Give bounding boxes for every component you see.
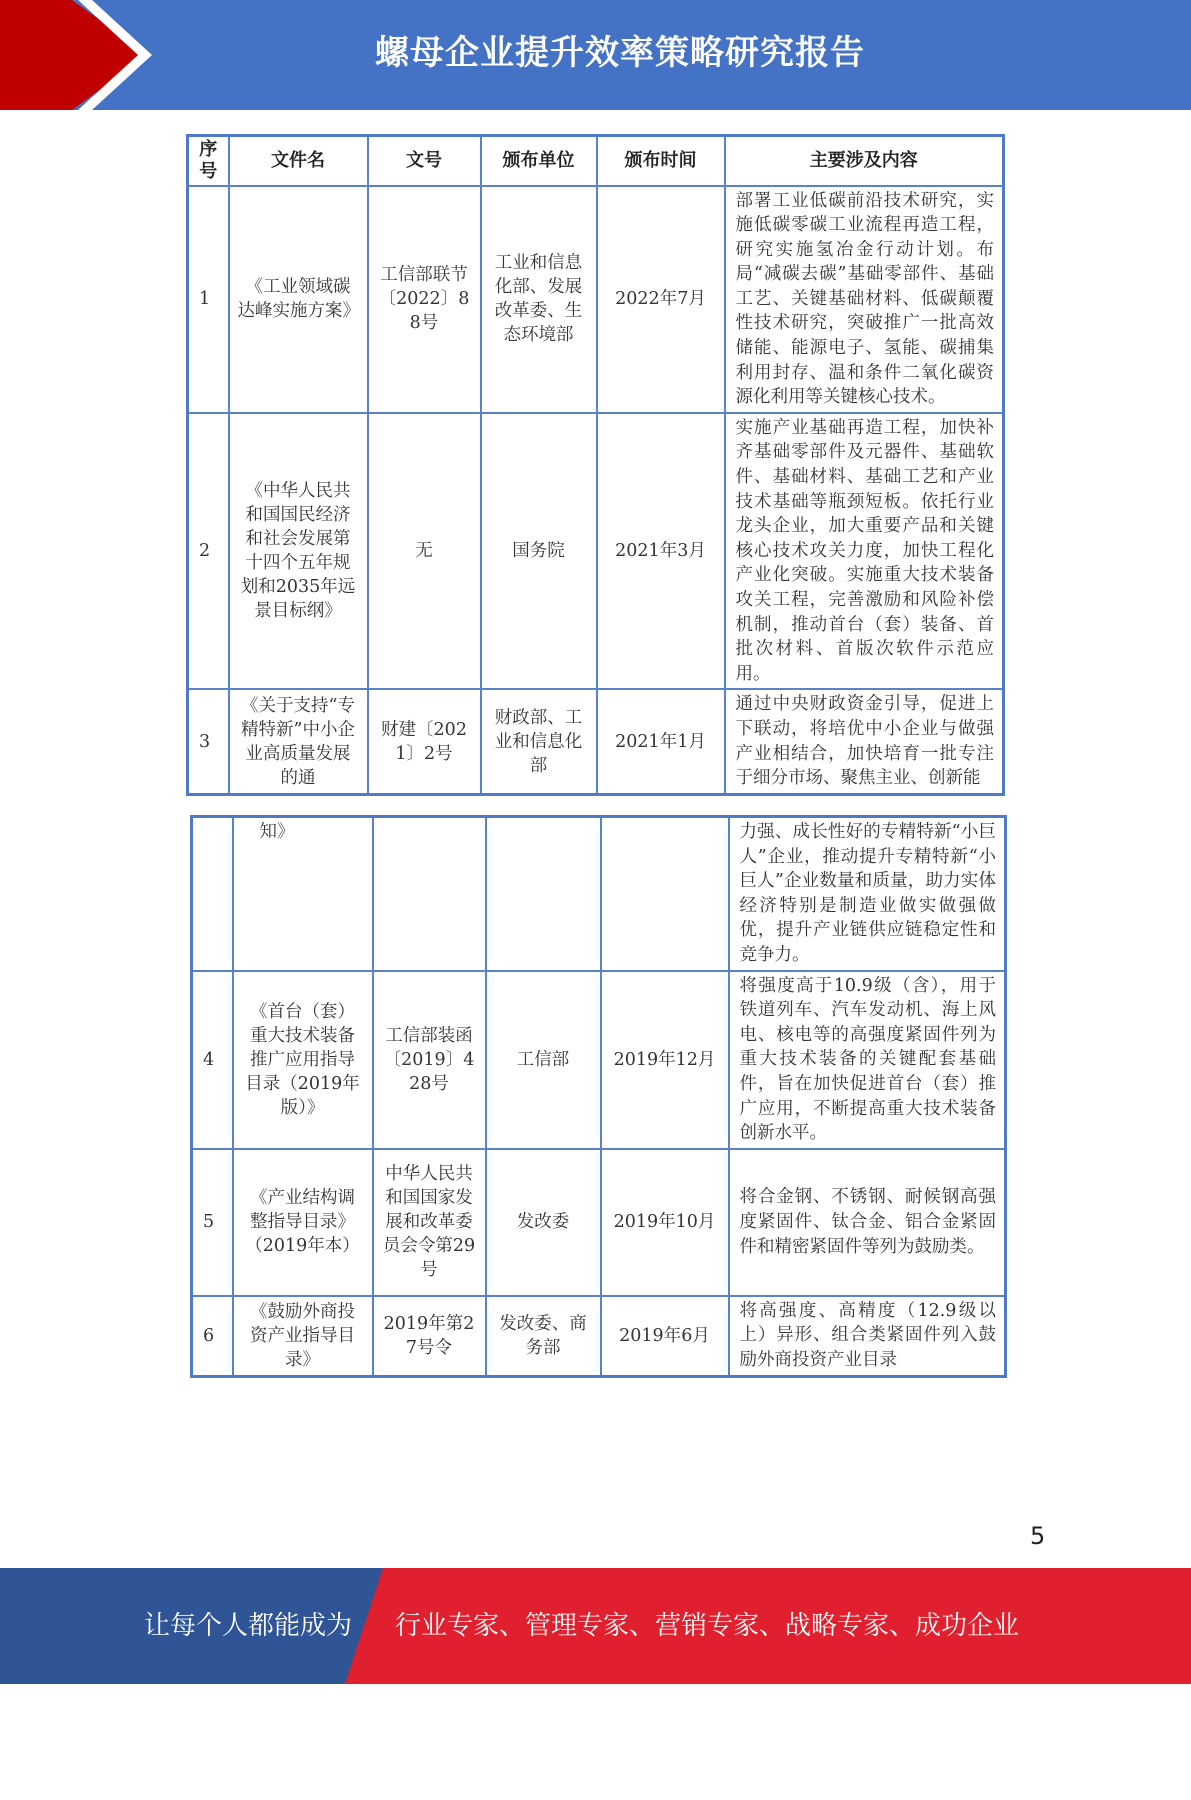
row-no: 3	[188, 689, 229, 794]
row-content: 通过中央财政资金引导，促进上下联动，将培优中小企业与做强产业相结合，加快培育一批专注于细分市场、聚焦主业、创新能	[725, 689, 1004, 794]
row-doc-no: 工信部联节〔2022〕88号	[368, 186, 481, 413]
row-no: 1	[188, 186, 229, 413]
header-cell-content: 主要涉及内容	[725, 136, 1004, 186]
policy-table-part-1	[186, 134, 1005, 796]
row-date-empty	[601, 817, 729, 971]
row-no: 2	[188, 413, 229, 690]
row-no: 4	[192, 971, 233, 1149]
row-doc-no: 工信部装函〔2019〕428号	[373, 971, 486, 1149]
row-no: 6	[192, 1296, 233, 1376]
row-name: 《关于支持“专精特新”中小企业高质量发展的通	[229, 689, 368, 794]
footer-slogan-left: 让每个人都能成为	[143, 1611, 352, 1641]
row-doc-no: 中华人民共和国国家发展和改革委员会令第29号	[373, 1149, 486, 1296]
row-issuer: 发改委	[486, 1149, 601, 1296]
row-content: 力强、成长性好的专精特新“小巨人”企业，推动提升专精特新“小巨人”企业数量和质量，助力实体经济特别是制造业做实做强做优，提升产业链供应链稳定性和竞争力。	[729, 817, 1006, 971]
row-content: 将强度高于10.9级（含），用于铁道列车、汽车发动机、海上风电、核电等的高强度紧固件列为重大技术装备的关键配套基础件，旨在加快促进首台（套）推广应用，不断提高重大技术装备创新水平。	[729, 971, 1006, 1149]
row-date: 2022年7月	[597, 186, 725, 413]
row-name: 《鼓励外商投资产业指导目录》	[233, 1296, 373, 1376]
table-row	[192, 971, 1006, 1149]
row-issuer: 财政部、工业和信息化部	[481, 689, 597, 794]
row-doc-no-empty	[373, 817, 486, 971]
row-name: 知》	[233, 817, 373, 971]
row-content: 部署工业低碳前沿技术研究，实施低碳零碳工业流程再造工程，研究实施氢冶金行动计划。布局“减碳去碳”基础零部件、基础工艺、关键基础材料、低碳颠覆性技术研究，突破推广一批高效储能、能源电子、氢能、碳捕集利用封存、温和条件二氧化碳资源化利用等关键核心技术。	[725, 186, 1004, 413]
row-content: 实施产业基础再造工程，加快补齐基础零部件及元器件、基础软件、基础材料、基础工艺和产业技术基础等瓶颈短板。依托行业龙头企业，加大重要产品和关键核心技术攻关力度，加快工程化产业化突破。实施重大技术装备攻关工程，完善激励和风险补偿机制，推动首台（套）装备、首批次材料、首版次软件示范应用。	[725, 413, 1004, 690]
row-issuer: 工业和信息化部、发展改革委、生态环境部	[481, 186, 597, 413]
header-cell-name: 文件名	[229, 136, 368, 186]
header-cell-no: 序号	[188, 136, 229, 186]
header-chevron-decoration	[0, 0, 170, 110]
page-footer	[0, 1568, 1191, 1757]
page-number: 5	[1030, 1522, 1046, 1550]
table-row	[188, 413, 1004, 690]
row-issuer-empty	[486, 817, 601, 971]
footer-slogan-right: 行业专家、管理专家、营销专家、战略专家、成功企业家……	[395, 1611, 1020, 1757]
row-name: 《首台（套）重大技术装备推广应用指导目录（2019年版）》	[233, 971, 373, 1149]
policy-table-part-2	[190, 815, 1007, 1378]
row-content: 将高强度、高精度（12.9级以上）异形、组合类紧固件列入鼓励外商投资产业目录	[729, 1296, 1006, 1376]
row-date: 2021年1月	[597, 689, 725, 794]
row-name: 《中华人民共和国国民经济和社会发展第十四个五年规划和2035年远景目标纲》	[229, 413, 368, 690]
row-content: 将合金钢、不锈钢、耐候钢高强度紧固件、钛合金、铝合金紧固件和精密紧固件等列为鼓励类。	[729, 1149, 1006, 1296]
row-date: 2019年6月	[601, 1296, 729, 1376]
row-date: 2021年3月	[597, 413, 725, 690]
table-row-continued	[192, 817, 1006, 971]
table-row	[188, 689, 1004, 794]
row-doc-no: 财建〔2021〕2号	[368, 689, 481, 794]
table-row	[188, 186, 1004, 413]
row-issuer: 工信部	[486, 971, 601, 1149]
header-cell-issuer: 颁布单位	[481, 136, 597, 186]
row-issuer: 发改委、商务部	[486, 1296, 601, 1376]
page-header	[0, 0, 1191, 110]
row-doc-no: 无	[368, 413, 481, 690]
header-cell-doc-no: 文号	[368, 136, 481, 186]
row-doc-no: 2019年第27号令	[373, 1296, 486, 1376]
row-no-empty	[192, 817, 233, 971]
report-title: 螺母企业提升效率策略研究报告	[375, 33, 865, 73]
row-no: 5	[192, 1149, 233, 1296]
row-issuer: 国务院	[481, 413, 597, 690]
row-date: 2019年12月	[601, 971, 729, 1149]
row-name: 《产业结构调整指导目录》（2019年本）	[233, 1149, 373, 1296]
table-row	[192, 1149, 1006, 1296]
row-name: 《工业领域碳达峰实施方案》	[229, 186, 368, 413]
table-header-row	[188, 136, 1004, 186]
header-cell-date: 颁布时间	[597, 136, 725, 186]
table-row	[192, 1296, 1006, 1376]
row-date: 2019年10月	[601, 1149, 729, 1296]
